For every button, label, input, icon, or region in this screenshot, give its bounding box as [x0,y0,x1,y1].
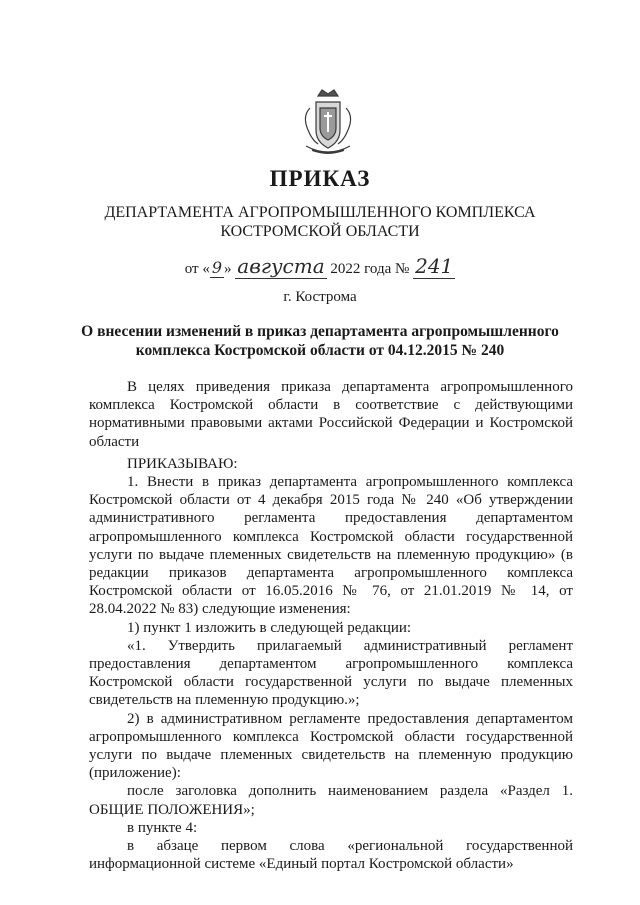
document-body [89,378,573,873]
order-date-line [0,254,640,278]
date-month: августа [237,254,325,278]
subject-line-1: О внесении изменений в приказ департамента агропромышленного [81,323,559,340]
department-line-2: КОСТРОМСКОЙ ОБЛАСТИ [220,223,420,240]
order-subject [0,322,640,360]
paragraph-subitem-2: 2) в административном регламенте предоставления департаментом агропромышленного комплекса Костромской области государственной услуги по выдаче племенных свидетельств на племенную продукцию (приложение): [89,710,573,782]
document-title: ПРИКАЗ [269,166,371,191]
date-year: 2022 года № [330,261,410,277]
preamble-paragraph: В целях приведения приказа департамента агропромышленного комплекса Костромской области в соответствие с действующими нормативными правовыми актами Российской Федерации и Костромской области [89,379,573,450]
order-number: 241 [415,254,454,278]
paragraph-item-1: 1. Внести в приказ департамента агропромышленного комплекса Костромской области от 4 декабря 2015 года № 240 «Об утверждении административного регламента предоставления департаментом агропромышленного комплекса Костромской области государственной услуги по выдаче племенных свидетельств на племенную продукцию» (в редакции приказов департамента агропромышленного комплекса Костромской области от 16.05.2016 № 76, от 21.01.2019 № 14, от 28.04.2022 № 83) следующие изменения: [89,474,573,618]
paragraph-point-4: в пункте 4: [127,819,198,836]
coat-of-arms-emblem [296,86,360,158]
city: г. Кострома [283,289,357,305]
paragraph-subitem-1: 1) пункт 1 изложить в следующей редакции: [127,619,412,636]
date-mid: » [224,261,232,277]
order-word: ПРИКАЗЫВАЮ: [127,455,238,472]
department-line-1: ДЕПАРТАМЕНТА АГРОПРОМЫШЛЕННОГО КОМПЛЕКСА [104,204,536,221]
date-prefix: от « [184,261,210,277]
paragraph-quote: «1. Утвердить прилагаемый административный регламент предоставления департаментом агропромышленного комплекса Костромской области государственной услуги по выдаче племенных свидетельств на племенную продукцию.»; [89,637,573,709]
paragraph-heading-addition: после заголовка дополнить наименованием раздела «Раздел 1. ОБЩИЕ ПОЛОЖЕНИЯ»; [89,783,573,818]
paragraph-first-indent: в абзаце первом слова «региональной государственной информационной системе «Единый портал Костромской области» [89,838,573,873]
department-name [0,203,640,241]
subject-line-2: комплекса Костромской области от 04.12.2015 № 240 [135,342,505,359]
date-day: 9 [211,258,223,277]
